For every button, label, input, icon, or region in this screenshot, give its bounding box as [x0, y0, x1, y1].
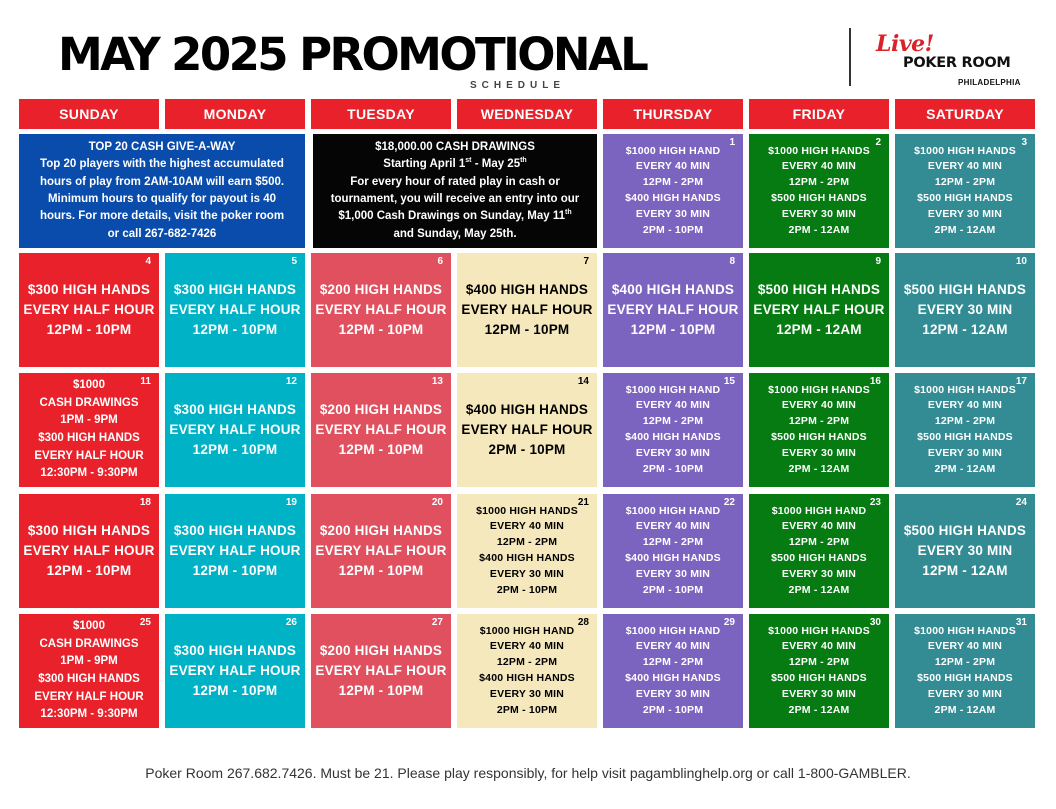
day-number: 26 — [285, 617, 297, 628]
promo-line: $500 HIGH HANDS — [917, 431, 1013, 443]
promo-line: EVERY 30 MIN — [781, 207, 857, 220]
day-number: 15 — [723, 376, 735, 387]
page-subtitle: SCHEDULE — [470, 80, 566, 91]
promo-line: $200 HIGH HANDS — [319, 282, 443, 297]
calendar-day-cell — [457, 614, 597, 728]
promo-line: $1000 HIGH HAND — [771, 504, 867, 517]
day-number: 22 — [723, 497, 735, 508]
promo-line: 2PM - 10PM — [488, 442, 566, 457]
promo-line: EVERY HALF HOUR — [34, 449, 144, 462]
giveaway-line: hours. For more details, visit the poker room — [39, 210, 285, 223]
promo-line: EVERY 40 MIN — [635, 160, 711, 173]
promo-line: 12PM - 12AM — [922, 322, 1008, 337]
promo-line: $1000 HIGH HANDS — [476, 504, 578, 517]
day-number: 4 — [145, 256, 151, 267]
giveaway-line: or call 267-682-7426 — [107, 227, 217, 240]
day-header-wednesday: WEDNESDAY — [457, 99, 597, 129]
calendar-day-cell — [603, 253, 743, 367]
calendar-day-cell — [895, 614, 1035, 728]
calendar-day-cell — [603, 134, 743, 248]
day-header-sunday: SUNDAY — [19, 99, 159, 129]
promo-line: EVERY 40 MIN — [635, 520, 711, 533]
day-number: 14 — [577, 376, 589, 387]
promo-line: $400 HIGH HANDS — [625, 552, 721, 564]
day-number: 30 — [869, 617, 881, 628]
day-number: 25 — [139, 617, 151, 628]
promo-line: EVERY 40 MIN — [781, 399, 857, 412]
promo-line: 2PM - 12AM — [934, 462, 996, 475]
promo-line: 12PM - 10PM — [338, 322, 424, 337]
day-number: 7 — [583, 256, 589, 267]
giveaway-line: Top 20 players with the highest accumulated — [40, 158, 284, 171]
promo-line: $300 HIGH HANDS — [173, 643, 297, 658]
day-header-friday: FRIDAY — [749, 99, 889, 129]
promo-line: $500 HIGH HANDS — [917, 672, 1013, 684]
promo-line: $1000 HIGH HANDS — [768, 144, 870, 157]
promo-line: 2PM - 10PM — [642, 462, 704, 475]
day-number: 20 — [431, 497, 443, 508]
promo-line: EVERY 30 MIN — [917, 543, 1013, 558]
promo-line: EVERY 30 MIN — [635, 567, 711, 580]
promo-line: EVERY HALF HOUR — [315, 543, 447, 558]
day-number: 18 — [139, 497, 151, 508]
promo-line: 2PM - 12AM — [788, 462, 850, 475]
promo-line: $1000 HIGH HANDS — [914, 383, 1016, 396]
promo-line: 12PM - 2PM — [642, 536, 704, 549]
logo-city: PHILADELPHIA — [958, 78, 1021, 87]
calendar-day-cell — [165, 614, 305, 728]
promo-line: EVERY 40 MIN — [781, 640, 857, 653]
drawings-line: and Sunday, May 25th. — [393, 227, 517, 240]
calendar-day-cell — [749, 614, 889, 728]
day-number: 11 — [140, 376, 151, 387]
promo-line: $1000 HIGH HANDS — [914, 624, 1016, 637]
cash-drawings-banner — [313, 134, 597, 248]
promo-line: 12PM - 2PM — [496, 536, 558, 549]
promo-line: 12PM - 2PM — [642, 415, 704, 428]
page-title: MAY 2025 PROMOTIONAL — [58, 28, 647, 81]
promo-line: 12PM - 2PM — [934, 415, 996, 428]
day-number: 24 — [1015, 497, 1027, 508]
promo-line: EVERY 30 MIN — [781, 446, 857, 459]
promo-line: EVERY 40 MIN — [489, 640, 565, 653]
promo-line: EVERY HALF HOUR — [461, 422, 593, 437]
promo-line: 12PM - 10PM — [192, 442, 278, 457]
promo-line: $500 HIGH HANDS — [757, 282, 881, 297]
calendar-day-cell — [895, 494, 1035, 608]
day-number: 5 — [291, 256, 297, 267]
promo-line: 12PM - 2PM — [788, 415, 850, 428]
promo-line: EVERY 30 MIN — [917, 302, 1013, 317]
drawings-line: $1,000 Cash Drawings on Sunday, May 11th — [338, 209, 572, 223]
promo-line: $400 HIGH HANDS — [465, 402, 589, 417]
promo-line: EVERY HALF HOUR — [169, 422, 301, 437]
day-number: 31 — [1015, 617, 1027, 628]
logo-divider — [849, 28, 851, 86]
promo-line: 1PM - 9PM — [60, 414, 118, 427]
day-number: 2 — [875, 137, 881, 148]
giveaway-line: Minimum hours to qualify for payout is 40 — [47, 193, 277, 205]
promo-line: $300 HIGH HANDS — [173, 523, 297, 538]
promo-line: $500 HIGH HANDS — [771, 672, 867, 684]
day-number: 13 — [431, 376, 443, 387]
day-number: 29 — [723, 617, 735, 628]
promo-line: 2PM - 10PM — [496, 703, 558, 716]
promo-line: 12PM - 10PM — [338, 563, 424, 578]
promo-line: $200 HIGH HANDS — [319, 523, 443, 538]
promo-line: EVERY 40 MIN — [635, 399, 711, 412]
promo-line: 12PM - 10PM — [192, 322, 278, 337]
promo-line: $300 HIGH HANDS — [173, 402, 297, 417]
giveaway-banner — [19, 134, 305, 248]
promo-line: EVERY 40 MIN — [781, 160, 857, 173]
promo-line: 2PM - 12AM — [934, 223, 996, 236]
day-number: 9 — [875, 256, 881, 267]
promo-line: EVERY 30 MIN — [781, 687, 857, 700]
promo-line: 2PM - 10PM — [642, 223, 704, 236]
calendar-day-cell — [19, 614, 159, 728]
promo-line: 12PM - 12AM — [922, 563, 1008, 578]
promo-line: $300 HIGH HANDS — [38, 673, 140, 685]
logo-poker-room: POKER ROOM — [903, 55, 1011, 71]
day-number: 8 — [729, 256, 735, 267]
promo-line: $400 HIGH HANDS — [625, 431, 721, 443]
promo-line: EVERY HALF HOUR — [461, 302, 593, 317]
promo-line: EVERY 40 MIN — [489, 520, 565, 533]
calendar-day-cell — [603, 373, 743, 487]
promo-line: $300 HIGH HANDS — [38, 432, 140, 444]
promo-line: EVERY 40 MIN — [927, 160, 1003, 173]
promo-line: 12PM - 10PM — [338, 683, 424, 698]
promo-line: $500 HIGH HANDS — [771, 431, 867, 443]
day-number: 21 — [577, 497, 589, 508]
day-header-thursday: THURSDAY — [603, 99, 743, 129]
promo-line: EVERY 30 MIN — [489, 687, 565, 700]
promo-line: 12PM - 10PM — [484, 322, 570, 337]
promo-line: 2PM - 12AM — [788, 223, 850, 236]
promo-line: $1000 HIGH HANDS — [914, 144, 1016, 157]
promo-line: EVERY 40 MIN — [927, 399, 1003, 412]
promo-line: EVERY 30 MIN — [781, 567, 857, 580]
promo-line: 2PM - 12AM — [934, 703, 996, 716]
promo-line: 12PM - 2PM — [788, 656, 850, 669]
promo-line: $1000 HIGH HAND — [625, 383, 721, 396]
calendar-day-cell — [603, 494, 743, 608]
promo-line: $1000 HIGH HANDS — [768, 624, 870, 637]
calendar-day-cell — [457, 494, 597, 608]
promo-line: 2PM - 12AM — [788, 583, 850, 596]
calendar-day-cell — [895, 134, 1035, 248]
promo-line: $200 HIGH HANDS — [319, 402, 443, 417]
promo-line: 12PM - 2PM — [788, 176, 850, 189]
day-number: 27 — [431, 617, 443, 628]
promo-line: 12PM - 2PM — [788, 536, 850, 549]
day-number: 23 — [869, 497, 881, 508]
promo-line: EVERY HALF HOUR — [169, 543, 301, 558]
logo-live: Live! — [876, 31, 934, 57]
promo-line: EVERY HALF HOUR — [23, 543, 155, 558]
promo-line: 2PM - 10PM — [642, 703, 704, 716]
promo-line: EVERY 30 MIN — [489, 567, 565, 580]
promo-line: EVERY 30 MIN — [927, 687, 1003, 700]
promo-line: 12PM - 10PM — [46, 322, 132, 337]
promo-line: $1000 HIGH HAND — [479, 624, 575, 637]
promo-line: 12PM - 2PM — [496, 656, 558, 669]
day-number: 10 — [1015, 256, 1027, 267]
promo-line: 12PM - 2PM — [934, 176, 996, 189]
day-header-saturday: SATURDAY — [895, 99, 1035, 129]
drawings-line: tournament, you will receive an entry into our — [330, 193, 580, 205]
promo-line: EVERY HALF HOUR — [23, 302, 155, 317]
promo-line: EVERY HALF HOUR — [169, 302, 301, 317]
calendar-day-cell — [165, 494, 305, 608]
calendar-day-cell — [749, 494, 889, 608]
promo-line: 1PM - 9PM — [60, 655, 118, 668]
promo-line: EVERY HALF HOUR — [315, 422, 447, 437]
promo-line: 12:30PM - 9:30PM — [40, 467, 138, 480]
promo-line: $300 HIGH HANDS — [27, 523, 151, 538]
promo-line: $500 HIGH HANDS — [903, 282, 1027, 297]
promo-line: EVERY 30 MIN — [635, 687, 711, 700]
promo-line: 12PM - 10PM — [338, 442, 424, 457]
promo-line: $400 HIGH HANDS — [479, 672, 575, 684]
day-header-tuesday: TUESDAY — [311, 99, 451, 129]
drawings-line: $18,000.00 CASH DRAWINGS — [375, 141, 535, 154]
promo-line: EVERY HALF HOUR — [169, 663, 301, 678]
day-number: 12 — [285, 376, 297, 387]
promo-line: EVERY HALF HOUR — [315, 663, 447, 678]
day-number: 28 — [577, 617, 589, 628]
calendar-day-cell — [165, 373, 305, 487]
calendar-day-cell — [603, 614, 743, 728]
promo-line: EVERY 40 MIN — [635, 640, 711, 653]
promo-line: $1000 HIGH HAND — [625, 624, 721, 637]
promo-line: $400 HIGH HANDS — [611, 282, 735, 297]
calendar-day-cell — [457, 373, 597, 487]
calendar-day-cell — [457, 253, 597, 367]
calendar-day-cell — [749, 134, 889, 248]
calendar-day-cell — [895, 253, 1035, 367]
calendar-day-cell — [311, 253, 451, 367]
promo-line: 12PM - 2PM — [934, 656, 996, 669]
promo-line: EVERY 30 MIN — [635, 446, 711, 459]
promo-line: 2PM - 10PM — [642, 583, 704, 596]
promo-line: EVERY 40 MIN — [781, 520, 857, 533]
promo-line: EVERY 30 MIN — [635, 207, 711, 220]
promo-line: $1000 — [73, 620, 105, 633]
footer-disclaimer: Poker Room 267.682.7426. Must be 21. Please play responsibly, for help visit pagamblinghelp.org or call 1-800-GAMBLER. — [145, 765, 911, 781]
day-number: 6 — [437, 256, 443, 267]
promo-line: $1000 HIGH HAND — [625, 144, 721, 157]
promo-line: $400 HIGH HANDS — [625, 672, 721, 684]
promo-line: 12PM - 10PM — [630, 322, 716, 337]
promo-line: 12PM - 12AM — [776, 322, 862, 337]
calendar-day-cell — [19, 373, 159, 487]
calendar-day-cell — [895, 373, 1035, 487]
calendar-day-cell — [311, 494, 451, 608]
day-number: 16 — [869, 376, 881, 387]
promo-line: CASH DRAWINGS — [39, 396, 139, 409]
promo-line: $400 HIGH HANDS — [479, 552, 575, 564]
promo-line: 2PM - 10PM — [496, 583, 558, 596]
calendar-day-cell — [311, 614, 451, 728]
day-header-monday: MONDAY — [165, 99, 305, 129]
promo-line: $1000 HIGH HAND — [625, 504, 721, 517]
promo-line: $400 HIGH HANDS — [465, 282, 589, 297]
promo-line: $500 HIGH HANDS — [917, 192, 1013, 204]
day-number: 3 — [1021, 137, 1027, 148]
calendar-day-cell — [165, 253, 305, 367]
calendar-day-cell — [749, 373, 889, 487]
promo-line: CASH DRAWINGS — [39, 637, 139, 650]
promo-line: $300 HIGH HANDS — [173, 282, 297, 297]
promo-line: EVERY HALF HOUR — [315, 302, 447, 317]
promo-line: EVERY HALF HOUR — [607, 302, 739, 317]
promo-line: $500 HIGH HANDS — [771, 192, 867, 204]
drawings-line: Starting April 1st - May 25th — [383, 157, 527, 171]
calendar-day-cell — [749, 253, 889, 367]
promo-line: 12:30PM - 9:30PM — [40, 708, 138, 721]
promo-line: $1000 HIGH HANDS — [768, 383, 870, 396]
promo-line: $500 HIGH HANDS — [771, 552, 867, 564]
giveaway-line: hours of play from 2AM-10AM will earn $500. — [39, 175, 285, 188]
promo-line: 12PM - 2PM — [642, 176, 704, 189]
promo-line: EVERY HALF HOUR — [34, 690, 144, 703]
promo-line: EVERY 30 MIN — [927, 446, 1003, 459]
promo-line: 2PM - 12AM — [788, 703, 850, 716]
drawings-line: For every hour of rated play in cash or — [350, 175, 560, 188]
promo-line: 12PM - 2PM — [642, 656, 704, 669]
promo-line: 12PM - 10PM — [192, 683, 278, 698]
promo-line: $500 HIGH HANDS — [903, 523, 1027, 538]
promo-line: $400 HIGH HANDS — [625, 192, 721, 204]
promo-line: EVERY HALF HOUR — [753, 302, 885, 317]
promo-line: $1000 — [73, 379, 105, 392]
promo-line: $300 HIGH HANDS — [27, 282, 151, 297]
promo-line: $200 HIGH HANDS — [319, 643, 443, 658]
calendar-day-cell — [311, 373, 451, 487]
day-number: 17 — [1015, 376, 1027, 387]
day-number: 1 — [729, 137, 735, 148]
calendar-day-cell — [19, 494, 159, 608]
promo-line: EVERY 40 MIN — [927, 640, 1003, 653]
promo-line: EVERY 30 MIN — [927, 207, 1003, 220]
promo-line: 12PM - 10PM — [46, 563, 132, 578]
calendar-day-cell — [19, 253, 159, 367]
day-number: 19 — [285, 497, 297, 508]
promo-line: 12PM - 10PM — [192, 563, 278, 578]
giveaway-line: TOP 20 CASH GIVE-A-WAY — [88, 141, 236, 154]
